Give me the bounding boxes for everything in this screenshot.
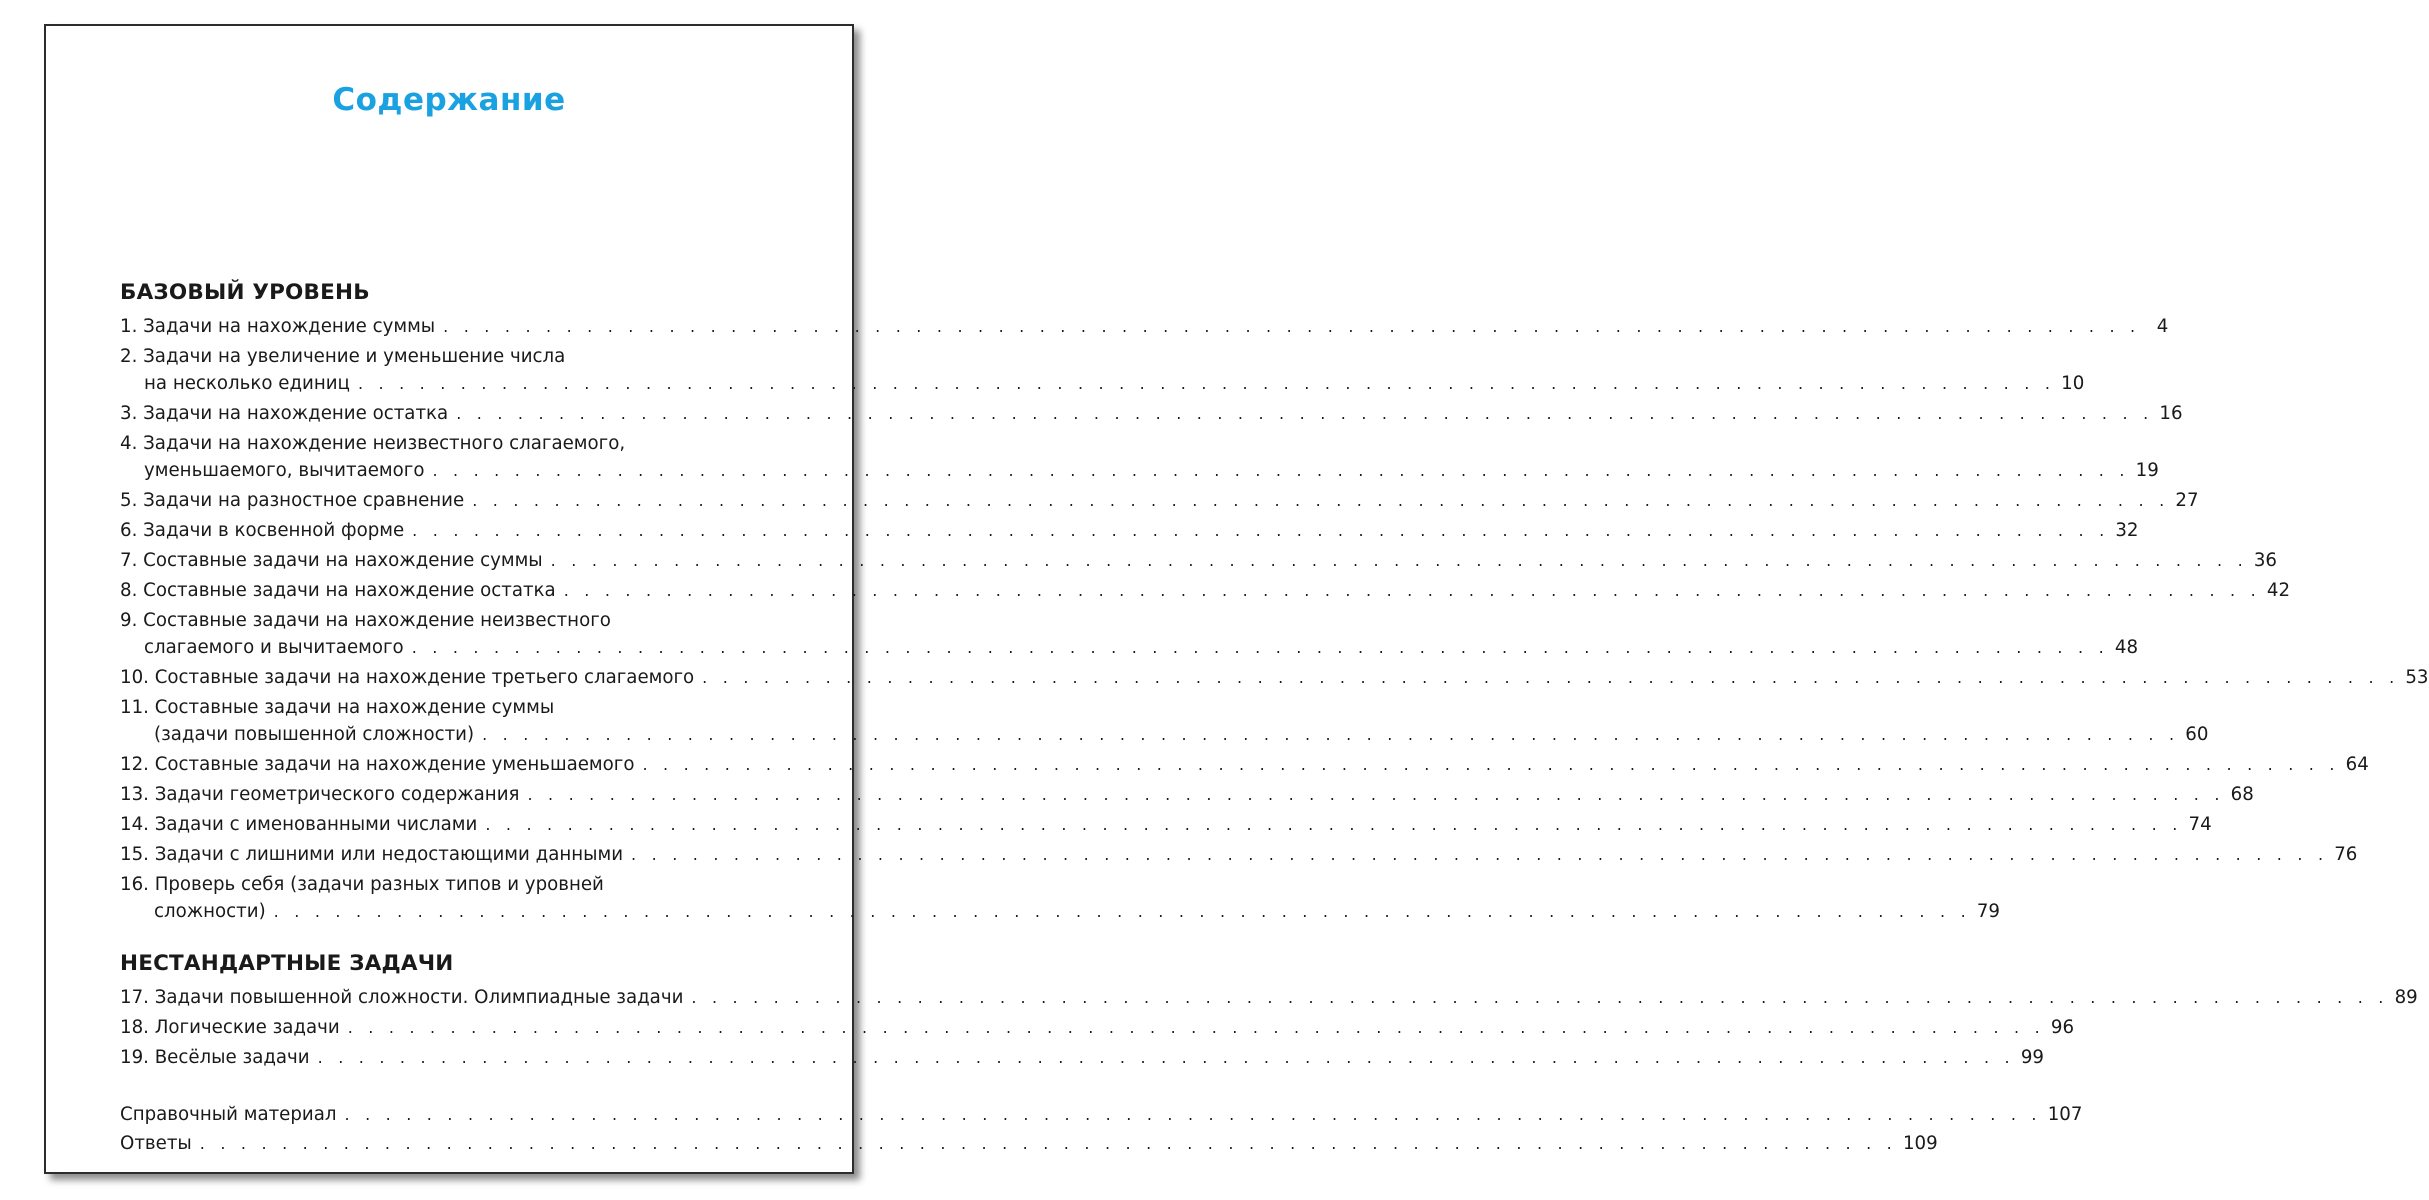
toc-entry-last-line <box>120 313 2169 340</box>
dot-leader: . . . . . . . . . . . . . . . . . . . . . . . . . . . . . . . . . . . . . . . . . . . . . . . . . . . . . . . . . . . . . . . . . . . . . . . . . . . . . . . . . . . <box>482 725 2180 744</box>
toc-entry[interactable] <box>120 661 2429 691</box>
toc-entry-text: 13. Задачи геометрического содержания <box>120 784 520 805</box>
toc-entry[interactable] <box>120 604 2139 661</box>
toc-page-number: 16 <box>2159 403 2183 424</box>
page-title: Содержание <box>332 82 566 118</box>
toc-reference-entry[interactable] <box>120 1128 1938 1157</box>
toc-entry-last-line <box>120 811 2212 838</box>
toc-entry-text: Ответы <box>120 1133 192 1154</box>
toc-entry-last-line <box>120 721 2209 748</box>
toc-entry-first-line: 9. Составные задачи на нахождение неизвестного <box>120 610 611 631</box>
dot-leader: . . . . . . . . . . . . . . . . . . . . . . . . . . . . . . . . . . . . . . . . . . . . . . . . . . . . . . . . . . . . . . . . . . . . . . . . . . . . . . . . . . . <box>472 491 2170 510</box>
toc-entry-last-line <box>120 487 2199 514</box>
toc-page-number: 107 <box>2047 1104 2083 1125</box>
toc-entry-text: на несколько единиц <box>144 373 350 394</box>
toc-entry[interactable] <box>120 981 2418 1011</box>
dot-leader: . . . . . . . . . . . . . . . . . . . . . . . . . . . . . . . . . . . . . . . . . . . . . . . . . . . . . . . . . . . . . . . . . . . . . . . . . . . . . . . . . . . <box>642 755 2340 774</box>
toc-entry-text: 19. Весёлые задачи <box>120 1047 310 1068</box>
toc-page-number: 96 <box>2050 1017 2075 1038</box>
dot-leader: . . . . . . . . . . . . . . . . . . . . . . . . . . . . . . . . . . . . . . . . . . . . . . . . . . . . . . . . . . . . . . . . . . . . . . . . . . . . . . . . . . . <box>456 404 2154 423</box>
toc-entry-last-line <box>120 898 2001 925</box>
toc-entry[interactable] <box>120 778 2254 808</box>
toc-entry-text: Справочный материал <box>120 1104 337 1125</box>
toc-page-number: 74 <box>2188 814 2212 835</box>
toc-entry-text: (задачи повышенной сложности) <box>154 724 475 745</box>
toc-page-number: 64 <box>2345 754 2369 775</box>
toc-page-number: 76 <box>2334 844 2358 865</box>
toc-entry-text: 15. Задачи с лишними или недостающими данными <box>120 844 624 865</box>
toc-entry-last-line <box>120 370 2085 397</box>
section-spacer <box>120 925 784 947</box>
toc-entry-first-line: 4. Задачи на нахождение неизвестного слагаемого, <box>120 433 626 454</box>
dot-leader: . . . . . . . . . . . . . . . . . . . . . . . . . . . . . . . . . . . . . . . . . . . . . . . . . . . . . . . . . . . . . . . . . . . . . . . . . . . . . . . . . . . <box>432 461 2130 480</box>
toc-page-number: 109 <box>1902 1133 1938 1154</box>
toc-entry[interactable] <box>120 574 2291 604</box>
dot-leader: . . . . . . . . . . . . . . . . . . . . . . . . . . . . . . . . . . . . . . . . . . . . . . . . . . . . . . . . . . . . . . . . . . . . . . . . . . . . . . . . . . . <box>412 521 2110 540</box>
dot-leader: . . . . . . . . . . . . . . . . . . . . . . . . . . . . . . . . . . . . . . . . . . . . . . . . . . . . . . . . . . . . . . . . . . . . . . . . . . . . . . . . . . . <box>550 551 2248 570</box>
toc-entry-last-line <box>120 751 2369 778</box>
reference-spacer <box>120 1071 784 1099</box>
toc-entry-text: 12. Составные задачи на нахождение уменьшаемого <box>120 754 635 775</box>
toc-entry-text: 1. Задачи на нахождение суммы <box>120 316 436 337</box>
dot-leader: . . . . . . . . . . . . . . . . . . . . . . . . . . . . . . . . . . . . . . . . . . . . . . . . . . . . . . . . . . . . . . . . . . . . . . . . . . . . . . . . . . . <box>485 815 2183 834</box>
toc-entry[interactable] <box>120 397 2183 427</box>
toc-page-number: 60 <box>2185 724 2209 745</box>
toc-page-number: 10 <box>2061 373 2085 394</box>
toc-entry-text: 17. Задачи повышенной сложности. Олимпиадные задачи <box>120 987 684 1008</box>
toc-entry-last-line <box>120 1101 2083 1128</box>
toc-page-number: 89 <box>2394 987 2418 1008</box>
toc-entry-text: 7. Составные задачи на нахождение суммы <box>120 550 543 571</box>
toc-page-number: 68 <box>2230 784 2254 805</box>
section-heading: БАЗОВЫЙ УРОВЕНЬ <box>120 280 370 305</box>
toc-page-number: 42 <box>2266 580 2291 601</box>
toc-entry-last-line <box>120 400 2183 427</box>
toc-entry-last-line <box>120 841 2358 868</box>
dot-leader: . . . . . . . . . . . . . . . . . . . . . . . . . . . . . . . . . . . . . . . . . . . . . . . . . . . . . . . . . . . . . . . . . . . . . . . . . . . . . . . . . . . <box>631 845 2329 864</box>
toc-entry[interactable] <box>120 484 2199 514</box>
toc-page-number: 79 <box>1976 901 2001 922</box>
toc-entry-last-line <box>120 1130 1938 1157</box>
toc-entry-last-line <box>120 457 2159 484</box>
dot-leader: . . . . . . . . . . . . . . . . . . . . . . . . . . . . . . . . . . . . . . . . . . . . . . . . . . . . . . . . . . . . . . . . . . . . . . . . . . . . . . . . . . . <box>702 668 2400 687</box>
toc-entry[interactable] <box>120 808 2212 838</box>
toc-entry[interactable] <box>120 340 2085 397</box>
toc-entry[interactable] <box>120 514 2139 544</box>
dot-leader: . . . . . . . . . . . . . . . . . . . . . . . . . . . . . . . . . . . . . . . . . . . . . . . . . . . . . . . . . . . . . . . . . . . . . . . . . . . . . . . . . . . <box>563 581 2261 600</box>
toc-entry-text: уменьшаемого, вычитаемого <box>144 460 425 481</box>
dot-leader: . . . . . . . . . . . . . . . . . . . . . . . . . . . . . . . . . . . . . . . . . . . . . . . . . . . . . . . . . . . . . . . . . . . . . . . . . . . . . . . . . . . <box>411 638 2109 657</box>
toc-entry[interactable] <box>120 838 2358 868</box>
toc-entry-text: сложности) <box>154 901 266 922</box>
toc-entry-text: 14. Задачи с именованными числами <box>120 814 478 835</box>
toc-entry-last-line <box>120 517 2139 544</box>
toc-entry-text: 6. Задачи в косвенной форме <box>120 520 405 541</box>
dot-leader: . . . . . . . . . . . . . . . . . . . . . . . . . . . . . . . . . . . . . . . . . . . . . . . . . . . . . . . . . . . . . . . . . . . . . . . . . . . . . . . . . . . <box>317 1048 2015 1067</box>
toc-entry-text: слагаемого и вычитаемого <box>144 637 404 658</box>
toc-page-number: 99 <box>2020 1047 2044 1068</box>
toc-entry-last-line <box>120 547 2278 574</box>
toc-entry-last-line <box>120 664 2429 691</box>
dot-leader: . . . . . . . . . . . . . . . . . . . . . . . . . . . . . . . . . . . . . . . . . . . . . . . . . . . . . . . . . . . . . . . . . . . . . . . . . . . . . . . . . . . <box>443 317 2141 336</box>
toc-entry[interactable] <box>120 310 2169 340</box>
dot-leader: . . . . . . . . . . . . . . . . . . . . . . . . . . . . . . . . . . . . . . . . . . . . . . . . . . . . . . . . . . . . . . . . . . . . . . . . . . . . . . . . . . . <box>691 988 2389 1007</box>
toc-entry-last-line <box>120 1014 2075 1041</box>
toc-entry-last-line <box>120 634 2139 661</box>
toc-entry[interactable] <box>120 1041 2044 1071</box>
toc-page-number: 27 <box>2175 490 2199 511</box>
toc-entry[interactable] <box>120 691 2209 748</box>
toc-entry-first-line: 16. Проверь себя (задачи разных типов и уровней <box>120 874 604 895</box>
toc-entry-first-line: 11. Составные задачи на нахождение суммы <box>120 697 555 718</box>
section-heading: НЕСТАНДАРТНЫЕ ЗАДАЧИ <box>120 951 454 976</box>
toc-page-number: 48 <box>2114 637 2139 658</box>
toc-entry[interactable] <box>120 1011 2075 1041</box>
toc-page-number: 19 <box>2135 460 2159 481</box>
toc-reference-entry[interactable] <box>120 1099 2083 1128</box>
toc-entry[interactable] <box>120 748 2369 778</box>
toc-entry[interactable] <box>120 868 2001 925</box>
toc-page-number: 36 <box>2253 550 2278 571</box>
dot-leader: . . . . . . . . . . . . . . . . . . . . . . . . . . . . . . . . . . . . . . . . . . . . . . . . . . . . . . . . . . . . . . . . . . . . . . . . . . . . . . . . . . . <box>347 1018 2045 1037</box>
dot-leader: . . . . . . . . . . . . . . . . . . . . . . . . . . . . . . . . . . . . . . . . . . . . . . . . . . . . . . . . . . . . . . . . . . . . . . . . . . . . . . . . . . . <box>273 902 1971 921</box>
toc-entry-text: 18. Логические задачи <box>120 1017 340 1038</box>
toc-entry[interactable] <box>120 544 2278 574</box>
table-of-contents <box>120 276 2429 1157</box>
toc-page-number: 4 <box>2156 316 2169 337</box>
dot-leader: . . . . . . . . . . . . . . . . . . . . . . . . . . . . . . . . . . . . . . . . . . . . . . . . . . . . . . . . . . . . . . . . . . . . . . . . . . . . . . . . . . . <box>527 785 2225 804</box>
toc-entry-text: 8. Составные задачи на нахождение остатка <box>120 580 556 601</box>
toc-entry[interactable] <box>120 427 2159 484</box>
toc-entry-text: 10. Составные задачи на нахождение третьего слагаемого <box>120 667 695 688</box>
toc-page-number: 32 <box>2115 520 2139 541</box>
dot-leader: . . . . . . . . . . . . . . . . . . . . . . . . . . . . . . . . . . . . . . . . . . . . . . . . . . . . . . . . . . . . . . . . . . . . . . . . . . . . . . . . . . . <box>199 1134 1897 1153</box>
toc-entry-last-line <box>120 781 2254 808</box>
toc-entry-text: 5. Задачи на разностное сравнение <box>120 490 465 511</box>
toc-entry-text: 3. Задачи на нахождение остатка <box>120 403 449 424</box>
toc-page-number: 53 <box>2405 667 2429 688</box>
book-page <box>44 24 2429 1174</box>
toc-entry-first-line: 2. Задачи на увеличение и уменьшение числа <box>120 346 566 367</box>
dot-leader: . . . . . . . . . . . . . . . . . . . . . . . . . . . . . . . . . . . . . . . . . . . . . . . . . . . . . . . . . . . . . . . . . . . . . . . . . . . . . . . . . . . <box>357 374 2056 393</box>
toc-entry-last-line <box>120 1044 2044 1071</box>
toc-entry-last-line <box>120 984 2418 1011</box>
toc-entry-last-line <box>120 577 2291 604</box>
dot-leader: . . . . . . . . . . . . . . . . . . . . . . . . . . . . . . . . . . . . . . . . . . . . . . . . . . . . . . . . . . . . . . . . . . . . . . . . . . . . . . . . . . . <box>344 1105 2042 1124</box>
